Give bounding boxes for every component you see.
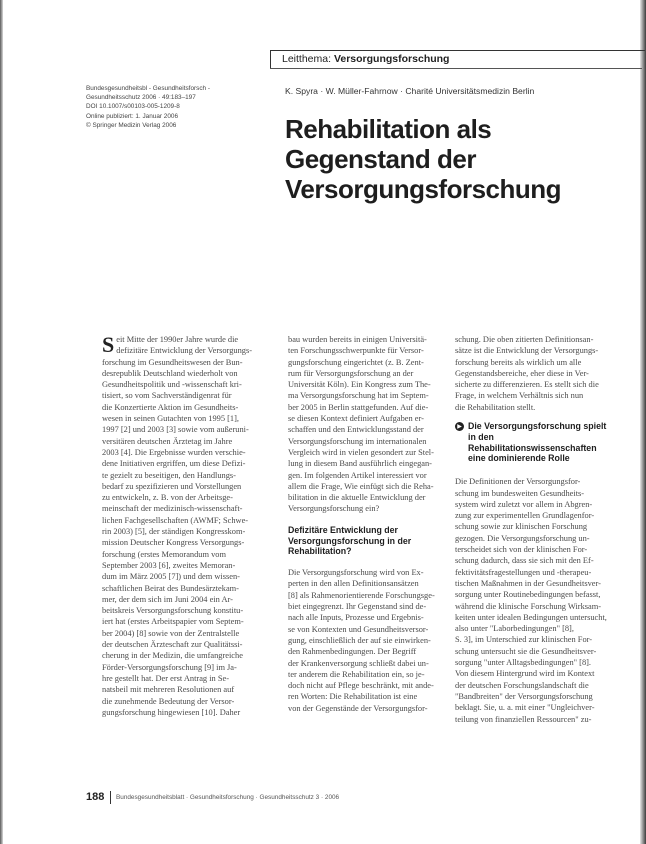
meta-line: © Springer Medizin Verlag 2006 [86, 121, 177, 129]
topic-prefix: Leitthema: [282, 53, 332, 65]
footer-journal: Bundesgesundheitsblatt · Gesundheitsforschung · Gesundheitsschutz 3 · 2006 [116, 794, 340, 801]
article-authors: K. Spyra · W. Müller-Fahrnow · Charité Universitätsmedizin Berlin [285, 86, 535, 96]
column-text: bau wurden bereits in einigen Universitä- ten Forschungsschwerpunkte für Versor- gungsforschung eingerichtet (z. B. Zent- rum für Versorgungsforschung an der Universität Köln). Ein Kongress zum The- ma Versorgungsforschung hat im Septem- ber 2005 in Berlin stattgefunden. Auf die- se diesen Kontext definiert Aufgaben er- schaffen und den Entwicklungsstand der Versorgungsforschung im internationalen Vergleich wird in vielen gesondert zur Stel- lung in diesem Band ausführlich eingegan- gen. Im folgenden Artikel interessiert vor allem die Frage, Wie einfügt sich die Reha- bilitation in die aktuelle Entwicklung der Versorgungsforschung ein? [288, 335, 434, 514]
section-heading: Die Versorgungsforschung spielt in den Rehabilitationswissenschaften eine dominierende Rolle [468, 421, 607, 464]
column-text: eit Mitte der 1990er Jahre wurde die defizitäre Entwicklung der Versorgungs- forschung im Gesundheitswesen der Bun- desrepublik Deutschland wiederholt von Gesundheitspolitik und -wissenschaft kri- tisiert, so vom Sachverständigenrat für die Konzertierte Aktion im Gesundheits- wesen in seinen Gutachten von 1995 [1], 1997 [2] und 2003 [3] sowie vom außeruni- versitären deutschen Ärztetag im Jahre 2003 [4]. Die Ergebnisse wurden verschie- dene Initiativen ergriffen, um diese Defizi- te gezielt zu beseitigen, den Handlungs- bedarf zu spezifizieren und Vorstellungen zu entwickeln, z. B. von der Arbeitsge- meinschaft der medizinisch-wissenschaft- lichen Fachgesellschaften (AWMF; Schwe- rin 2003) [5], der ständigen Kongresskom- mission Deutscher Kongress Versorgungs- forschung (erstes Memorandum vom September 2003 [6], zweites Memoran- dum im März 2005 [7]) und dem wissen- schaftlichen Beirat des Bundesärztekam- mer, der dem sich im Juni 2004 ein Ar- beitskreis Versorgungsforschung konstitu- iert hat (erstes Arbeitspapier vom Septem- ber 2004) [8] sowie von der Zentralstelle der deutschen Ärzteschaft zur Qualitätssi- cherung in der Medizin, die umfangreiche Förder-Versorgungsforschung [9] im Ja- hre gestellt hat. Der erst Antrag in Se- natsbeil mit mehreren Resolutionen auf die zunehmende Bedeutung der Versor- gungsforschung hingewiesen [10]. Daher [102, 335, 252, 717]
arrow-circle-icon: ▶ [455, 422, 464, 431]
section-heading-block [455, 421, 615, 464]
title-line: Gegenstand der [285, 144, 476, 174]
topic-header-rule [270, 68, 642, 69]
column-text: schung. Die oben zitierten Definitionsan- sätze ist die Entwicklung der Versorgungs- forschung bereits als wirklich um alle Gegenstandsbereiche, eher diese in Ver- sicherte zu differenzieren. Es stellt sich die Frage, in welchem Verhältnis sich nun die Rehabilitation stellt. [455, 335, 599, 412]
article-title [285, 114, 625, 204]
title-line: Versorgungsforschung [285, 174, 562, 204]
body-column-2 [288, 334, 437, 714]
title-line: Rehabilitation als [285, 114, 492, 144]
meta-line: Gesundheitsschutz 2006 · 49:183–197 [86, 94, 196, 102]
section-heading: Defizitäre Entwicklung der Versorgungsforschung in der Rehabilitation? [288, 524, 412, 557]
meta-line: DOI 10.1007/s00103-005-1209-8 [86, 103, 180, 111]
drop-cap: S [102, 332, 115, 357]
page-number: 188 [86, 791, 105, 803]
publication-meta [86, 84, 266, 130]
column-text: Die Versorgungsforschung wird von Ex- perten in den allen Definitionsansätzen [8] als Rahmenorientierende Forschungsge- biet eingegrenzt. Ihr Gegenstand sind de- nach alle Inputs, Prozesse und Ergebnis- se von Kontexten und Gesundheitsversor- gung, einschließlich der auf sie einwirken- den Rahmenbedingungen. Der Begriff der Krankenversorgung schließt dabei un- ter anderem die Rehabilitation ein, so je- doch nicht auf Pflege beschränkt, mit ande- ren Worten: Die Rehabilitation ist eine von der Gegenstände der Versorgungsfor- [288, 568, 435, 713]
topic-label: Versorgungsforschung [333, 53, 450, 65]
meta-line: Online publiziert: 1. Januar 2006 [86, 112, 179, 120]
scan-edge-right [640, 0, 646, 844]
topic-header [282, 53, 449, 65]
body-column-3 [455, 334, 615, 725]
meta-line: Bundesgesundheitsbl - Gesundheitsforsch - [86, 85, 210, 92]
scan-edge-left [0, 0, 3, 844]
column-text: Die Definitionen der Versorgungsfor- schung im bundesweiten Gesundheits- system wird zuletzt vor allem in Abgren- zung zur experimentellen Grundlagenfor- schung sowie zur klinischen Forschung gezogen. Die Versorgungsforschung un- terscheidet sich von der klinischen For- schung dadurch, dass sie sich mit den Ef- fektivitätsfragestellungen und -therapeu- tischen Maßnahmen in der Gesundheitsver- sorgung unter Routinebedingungen befasst, während die klinische Forschung Wirksam- keiten unter idealen Bedingungen untersucht, also unter "Laborbedingungen" [8], S. 3], im Unterschied zur klinischen For- schung untersucht sie die Gesundheitsver- sorgung "unter Alltagsbedingungen" [8]. Von diesem Hintergrund wird im Kontext der deutschen Forschungslandschaft die "Bandbreiten" der Versorgungsforschung beklagt. Sie, u. a. mit einer "Ungleichver- teilung von finanziellen Ressourcen" zu- [455, 477, 607, 724]
body-column-1 [102, 334, 265, 718]
footer-divider [110, 791, 111, 804]
page-footer [86, 790, 386, 806]
